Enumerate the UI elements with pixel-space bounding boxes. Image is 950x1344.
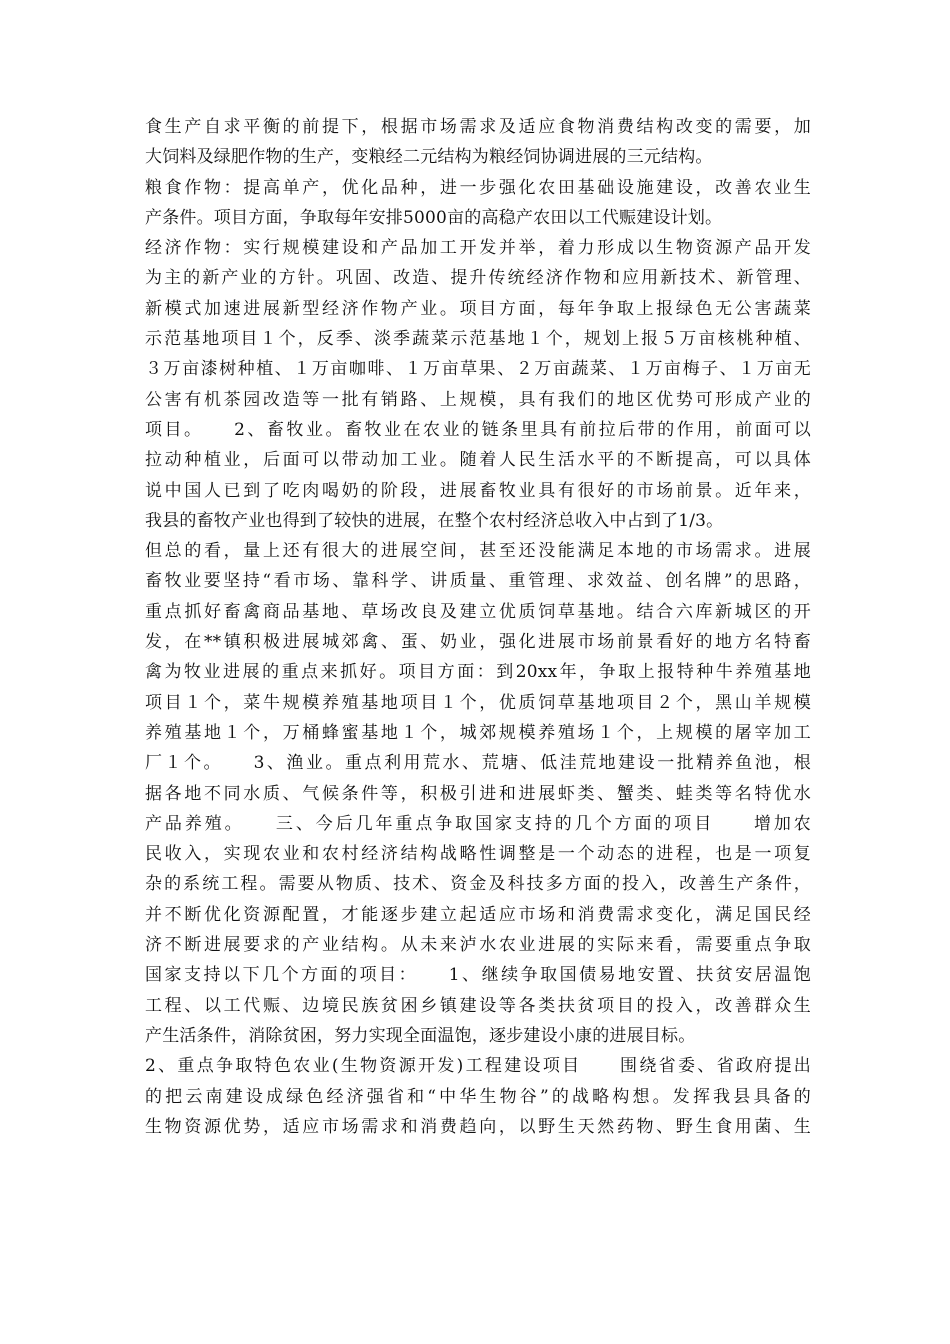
text-line: 项目。 2、畜牧业。畜牧业在农业的链条里具有前拉后带的作用，前面可以 (145, 419, 811, 440)
text-line: 的把云南建设成绿色经济强省和“中华生物谷”的战略构想。发挥我县具备的 (145, 1086, 811, 1107)
text-line: 发，在**镇积极进展城郊禽、蛋、奶业，强化进展市场前景看好的地方名特畜 (145, 632, 811, 653)
text-line: 并不断优化资源配置，才能逐步建立起适应市场和消费需求变化，满足国民经 (145, 904, 811, 925)
text-line: 项目１个，菜牛规模养殖基地项目１个，优质饲草基地项目２个，黑山羊规模 (145, 692, 811, 713)
text-line: 拉动种植业，后面可以带动加工业。随着人民生活水平的不断提高，可以具体 (145, 450, 811, 471)
text-line: 厂１个。 3、渔业。重点利用荒水、荒塘、低洼荒地建设一批精养鱼池，根 (145, 753, 811, 774)
text-line: 产品养殖。 三、今后几年重点争取国家支持的几个方面的项目 增加农 (145, 813, 811, 834)
text-line: 杂的系统工程。需要从物质、技术、资金及科技多方面的投入，改善生产条件， (145, 874, 811, 895)
text-line: 畜牧业要坚持“看市场、靠科学、讲质量、重管理、求效益、创名牌”的思路， (145, 571, 811, 592)
text-line: 2、重点争取特色农业(生物资源开发)工程建设项目 围绕省委、省政府提出 (145, 1056, 811, 1077)
text-line: 说中国人已到了吃肉喝奶的阶段，进展畜牧业具有很好的市场前景。近年来， (145, 480, 811, 501)
text-line: 工程、以工代赈、边境民族贫困乡镇建设等各类扶贫项目的投入，改善群众生 (145, 995, 811, 1016)
text-line: 我县的畜牧产业也得到了较快的进展，在整个农村经济总收入中占到了1/3。 (145, 510, 724, 531)
text-line: 经济作物：实行规模建设和产品加工开发并举，着力形成以生物资源产品开发 (145, 238, 811, 259)
text-line: 据各地不同水质、气候条件等，积极引进和进展虾类、蟹类、蛙类等名特优水 (145, 783, 811, 804)
text-line: 产条件。项目方面，争取每年安排5000亩的高稳产农田以工代赈建设计划。 (145, 207, 723, 228)
text-line: 养殖基地１个，万桶蜂蜜基地１个，城郊规模养殖场１个，上规模的屠宰加工 (145, 722, 811, 743)
text-line: 为主的新产业的方针。巩固、改造、提升传统经济作物和应用新技术、新管理、 (145, 268, 811, 289)
text-line: 济不断进展要求的产业结构。从未来泸水农业进展的实际来看，需要重点争取 (145, 935, 811, 956)
text-line: 食生产自求平衡的前提下，根据市场需求及适应食物消费结构改变的需要，加 (145, 117, 811, 137)
text-line: 但总的看，量上还有很大的进展空间，甚至还没能满足本地的市场需求。进展 (145, 541, 811, 562)
text-line: 粮食作物：提高单产，优化品种，进一步强化农田基础设施建设，改善农业生 (145, 177, 811, 198)
text-line: 公害有机茶园改造等一批有销路、上规模，具有我们的地区优势可形成产业的 (145, 389, 811, 410)
text-line: 重点抓好畜禽商品基地、草场改良及建立优质饲草基地。结合六库新城区的开 (145, 601, 811, 622)
text-line: 国家支持以下几个方面的项目： 1、继续争取国债易地安置、扶贫安居温饱 (145, 965, 811, 986)
text-line: 大饲料及绿肥作物的生产，变粮经二元结构为粮经饲协调进展的三元结构。 (145, 147, 713, 168)
text-line: 民收入，实现农业和农村经济结构战略性调整是一个动态的进程，也是一项复 (145, 844, 811, 865)
text-line: ３万亩漆树种植、１万亩咖啡、１万亩草果、２万亩蔬菜、１万亩梅子、１万亩无 (145, 359, 811, 380)
text-line: 产生活条件，消除贫困，努力实现全面温饱，逐步建设小康的进展目标。 (145, 1025, 696, 1046)
document-body (145, 112, 811, 1142)
text-line: 生物资源优势，适应市场需求和消费趋向，以野生天然药物、野生食用菌、生 (145, 1116, 811, 1137)
text-line: 示范基地项目１个，反季、淡季蔬菜示范基地１个，规划上报５万亩核桃种植、 (145, 329, 811, 350)
text-line: 新模式加速进展新型经济作物产业。项目方面，每年争取上报绿色无公害蔬菜 (145, 298, 811, 319)
text-line: 禽为牧业进展的重点来抓好。项目方面：到20xx年，争取上报特种牛养殖基地 (145, 662, 811, 683)
